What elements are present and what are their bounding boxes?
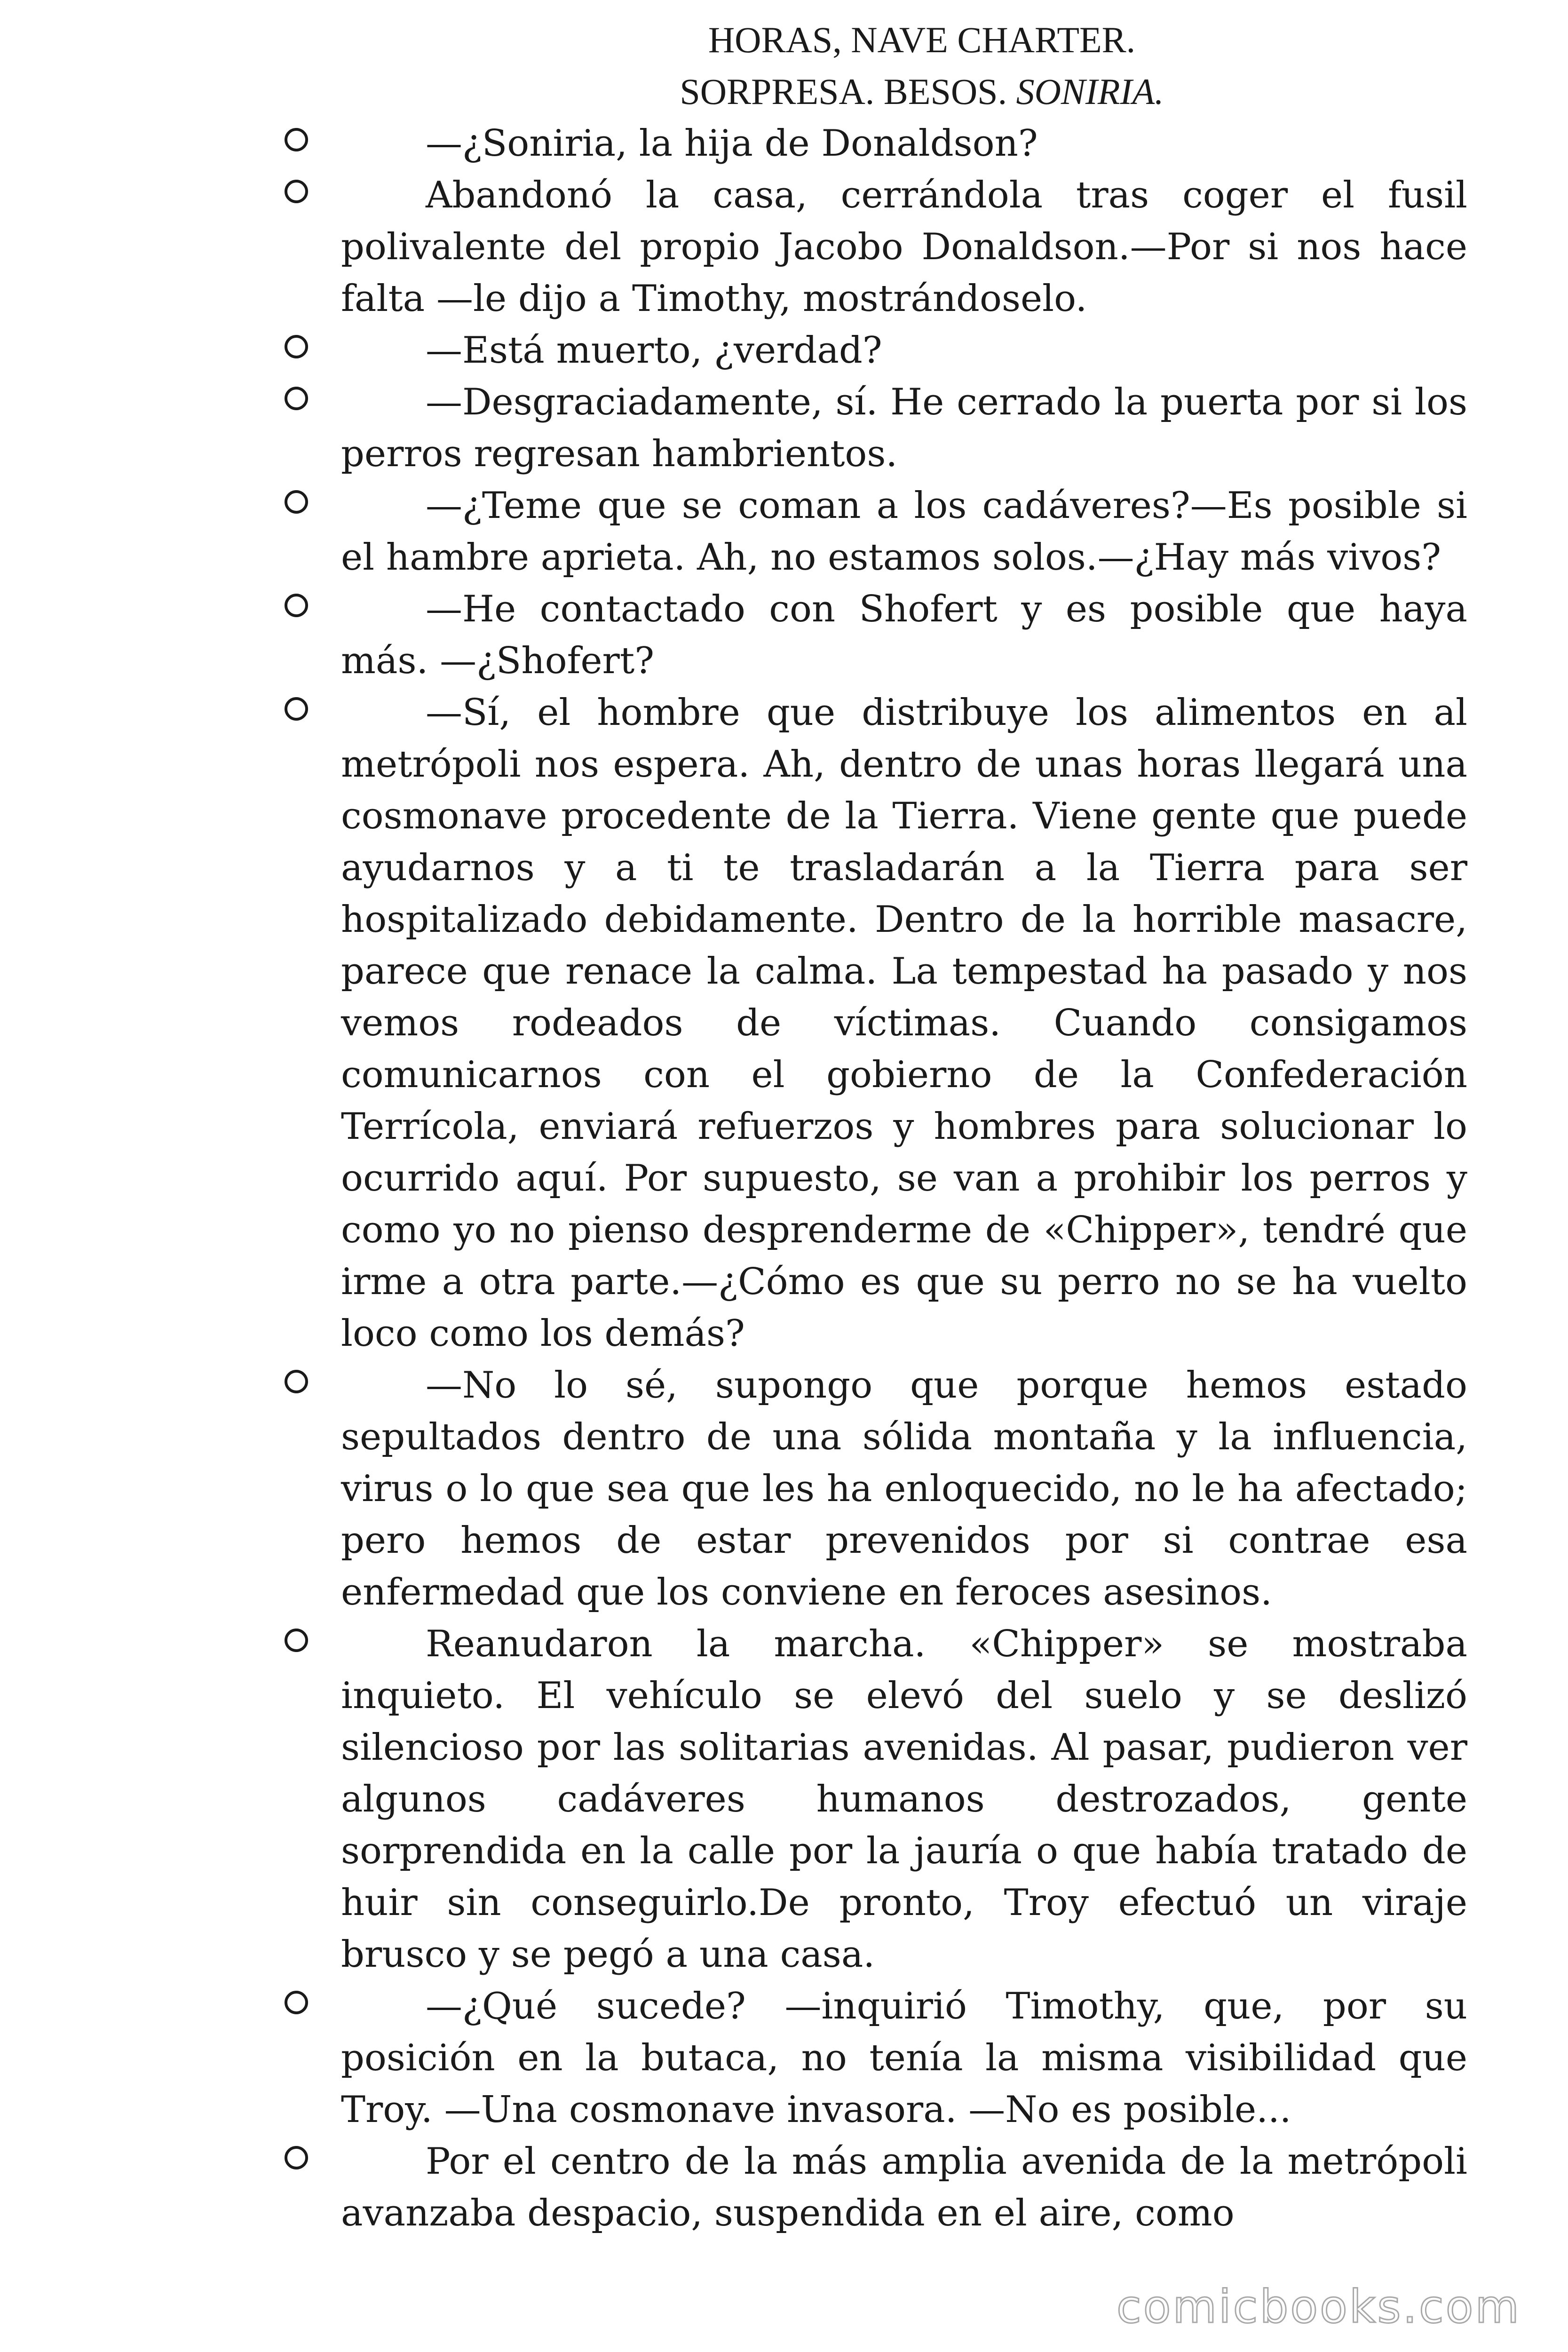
paragraph: —¿Qué sucede? —inquirió Timothy, que, por su posición en la butaca, no tenía la misma visibilidad que Troy. —Una cosmonave invasora. —No es posible... xyxy=(341,1985,1467,2131)
list-item xyxy=(341,118,1467,169)
list-item xyxy=(341,376,1467,480)
circle-bullet-icon xyxy=(285,128,308,151)
circle-bullet-icon xyxy=(285,180,308,203)
list-item xyxy=(341,480,1467,583)
paragraph: Reanudaron la marcha. «Chipper» se mostraba inquieto. El vehículo se elevó del suelo y se deslizó silencioso por las solitarias avenidas. Al pasar, pudieron ver algunos cadáveres humanos destrozados, gente sorprendida en la calle por la jauría o que había tratado de huir sin conseguirlo.De pronto, Troy efectuó un viraje brusco y se pegó a una casa. xyxy=(341,1623,1467,1976)
paragraph: —Desgraciadamente, sí. He cerrado la puerta por si los perros regresan hambrientos. xyxy=(341,381,1467,475)
circle-bullet-icon xyxy=(285,2146,308,2169)
paragraph: Por el centro de la más amplia avenida de la metrópoli avanzaba despacio, suspendida en el aire, como xyxy=(341,2140,1467,2234)
list-item xyxy=(341,583,1467,687)
list-item xyxy=(341,2136,1467,2239)
paragraph: —Está muerto, ¿verdad? xyxy=(426,329,882,372)
circle-bullet-icon xyxy=(285,490,308,514)
chapter-heading-italic: SONIRIA. xyxy=(1016,71,1164,112)
circle-bullet-icon xyxy=(285,697,308,721)
list-item xyxy=(341,1618,1467,1980)
chapter-heading-line-2 xyxy=(325,66,1519,118)
list-item xyxy=(341,169,1467,325)
paragraph: —Sí, el hombre que distribuye los alimentos en al metrópoli nos espera. Ah, dentro de unas horas llegará una cosmonave procedente de la Tierra. Viene gente que puede ayudarnos y a ti te trasladarán a la Tierra para ser hospitalizado debidamente. Dentro de la horrible masacre, parece que renace la calma. La tempestad ha pasado y nos vemos rodeados de víctimas. Cuando consigamos comunicarnos con el gobierno de la Confederación Terrícola, enviará refuerzos y hombres para solucionar lo ocurrido aquí. Por supuesto, se van a prohibir los perros y como yo no pienso desprenderme de «Chipper», tendré que irme a otra parte.—¿Cómo es que su perro no se ha vuelto loco como los demás? xyxy=(341,691,1467,1355)
paragraph: —No lo sé, supongo que porque hemos estado sepultados dentro de una sólida montaña y la influencia, virus o lo que sea que les ha enloquecido, no le ha afectado; pero hemos de estar prevenidos por si contrae esa enfermedad que los conviene en feroces asesinos. xyxy=(341,1364,1467,1613)
paragraph: —¿Soniria, la hija de Donaldson? xyxy=(426,122,1038,165)
paragraph: —¿Teme que se coman a los cadáveres?—Es posible si el hambre aprieta. Ah, no estamos solos.—¿Hay más vivos? xyxy=(341,485,1467,579)
circle-bullet-icon xyxy=(285,1629,308,1652)
chapter-heading-line-1: HORAS, NAVE CHARTER. xyxy=(708,19,1136,60)
document-body xyxy=(0,118,1568,2239)
list-item xyxy=(341,687,1467,1359)
chapter-heading-plain: SORPRESA. BESOS. xyxy=(680,71,1016,112)
list-item xyxy=(341,325,1467,376)
paragraph: Abandonó la casa, cerrándola tras coger el fusil polivalente del propio Jacobo Donaldson.—Por si nos hace falta —le dijo a Timothy, mostrándoselo. xyxy=(341,174,1467,320)
circle-bullet-icon xyxy=(285,1370,308,1393)
circle-bullet-icon xyxy=(285,387,308,410)
paragraph: —He contactado con Shofert y es posible que haya más. —¿Shofert? xyxy=(341,588,1467,682)
circle-bullet-icon xyxy=(285,1991,308,2014)
circle-bullet-icon xyxy=(285,594,308,617)
list-item xyxy=(341,1359,1467,1618)
watermark-logo: comicbooks.com xyxy=(1116,2280,1521,2333)
list-item xyxy=(341,1980,1467,2136)
circle-bullet-icon xyxy=(285,335,308,358)
